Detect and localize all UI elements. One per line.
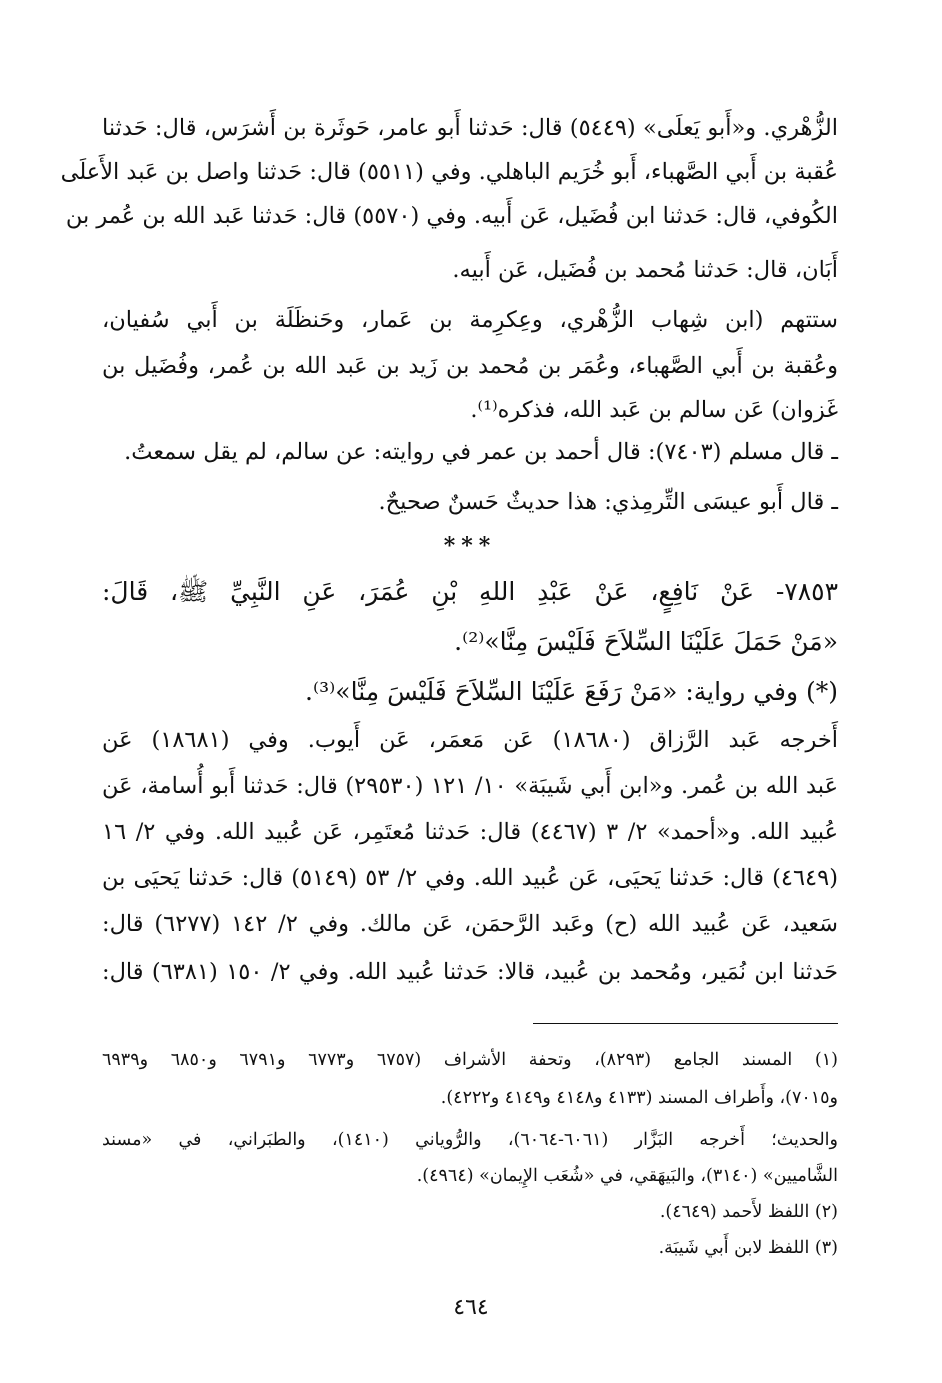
footnote-line: الشَّاميين» (٣١٤٠)، والبَيهَقي، في «شُعَب الإِيمان» (٤٩٦٤). [416,1166,838,1186]
footnote-line: والحديث؛ أَخرجه البَزَّار (٦٠٦١-٦٠٦٤)، والرُّوياني (١٤١٠)، والطبَراني، في «مسند [102,1130,838,1150]
footnote-separator-rule [533,1023,838,1024]
takhrij-line: سَعيد، عَن عُبيد الله (ح) وعَبد الرَّحمَن، عَن مالك. وفي ٢/ ١٤٢ (٦٢٧٧) قال: [102,911,838,937]
body-line: الزُّهْري. و«أَبو يَعلَى» (٥٤٤٩) قال: حَدثنا أَبو عامر، حَوثَرة بن أَشرَس، قال: حَدثنا [102,115,838,141]
takhrij-line: حَدثنا ابن نُمَير، ومُحمد بن عُبيد، قالا: حَدثنا عُبيد الله. وفي ٢/ ١٥٠ (٦٣٨١) قال: [102,959,838,985]
takhrij-line: عَبد الله بن عُمر. و«ابن أَبي شَيبَة» ١٠/ ١٢١ (٢٩٥٣٠) قال: حَدثنا أَبو أُسامة، عَن [102,773,839,799]
hadith-line: «مَنْ حَمَلَ عَلَيْنَا السِّلاَحَ فَلَيْسَ مِنَّا»⁽²⁾. [454,627,838,656]
page-number: ٤٦٤ [453,1295,489,1320]
body-line: ستتهم (ابن شِهاب الزُّهْري، وعِكرِمة بن عَمار، وحَنظَلَة بن أَبي سُفيان، [102,307,838,333]
footnote-line: و٧٠١٥)، وأَطراف المسند (٤١٣٣ و٤١٤٨ و٤١٤٩ و٤٢٢٢). [440,1088,838,1108]
body-line: أَبَان، قال: حَدثنا مُحمد بن فُضَيل، عَن أَبيه. [452,257,838,283]
body-line: ـ قال مسلم (٧٤٠٣): قال أحمد بن عمر في روايته: عن سالم، لم يقل سمعتُ. [124,439,838,465]
footnote-line: (٣) اللفظ لابن أَبي شَيبَة. [658,1238,838,1258]
body-line: عُقبة بن أَبي الصَّهباء، أَبو خُرَيم الباهلي. وفي (٥٥١١) قال: حَدثنا واصل بن عَبد الأَعلَى [60,159,838,185]
body-line: الكُوفي، قال: حَدثنا ابن فُضَيل، عَن أَبيه. وفي (٥٥٧٠) قال: حَدثنا عَبد الله بن عُمر بن [65,203,838,229]
takhrij-line: (٤٦٤٩) قال: حَدثنا يَحيَى، عَن عُبيد الله. وفي ٢/ ٥٣ (٥١٤٩) قال: حَدثنا يَحيَى بن [102,865,839,891]
body-line: وعُقبة بن أَبي الصَّهباء، وعُمَر بن مُحمد بن زَيد بن عَبد الله بن عُمر، وفُضَيل بن [102,353,838,379]
footnote-line: (١) المسند الجامع (٨٢٩٣)، وتحفة الأشراف (٦٧٥٧ و٦٧٧٣ و٦٧٩١ و٦٨٥٠ و٦٩٣٩ [102,1050,838,1070]
takhrij-line: أَخرجه عَبد الرَّزاق (١٨٦٨٠) عَن مَعمَر، عَن أَيوب. وفي (١٨٦٨١) عَن [102,727,839,753]
section-separator: *** [443,533,497,559]
takhrij-line: عُبيد الله. و«أحمد» ٢/ ٣ (٤٤٦٧) قال: حَدثنا مُعتَمِر، عَن عُبيد الله. وفي ٢/ ١٦ [102,819,839,845]
hadith-line: ٧٨٥٣- عَنْ نَافِعٍ، عَنْ عَبْدِ اللهِ بْنِ عُمَرَ، عَنِ النَّبِيِّ ﷺ، قَالَ: [102,577,838,606]
body-line: غَزوان) عَن سالم بن عَبد الله، فذكره⁽¹⁾. [470,397,838,423]
body-line: ـ قال أَبو عيسَى التِّرمِذي: هذا حديثٌ حَسنٌ صحيحٌ. [378,489,838,515]
footnote-line: (٢) اللفظ لأَحمد (٤٦٤٩). [659,1202,838,1222]
hadith-line: (*) وفي رواية: «مَنْ رَفَعَ عَلَيْنَا السِّلاَحَ فَلَيْسَ مِنَّا»⁽³⁾. [305,677,838,706]
